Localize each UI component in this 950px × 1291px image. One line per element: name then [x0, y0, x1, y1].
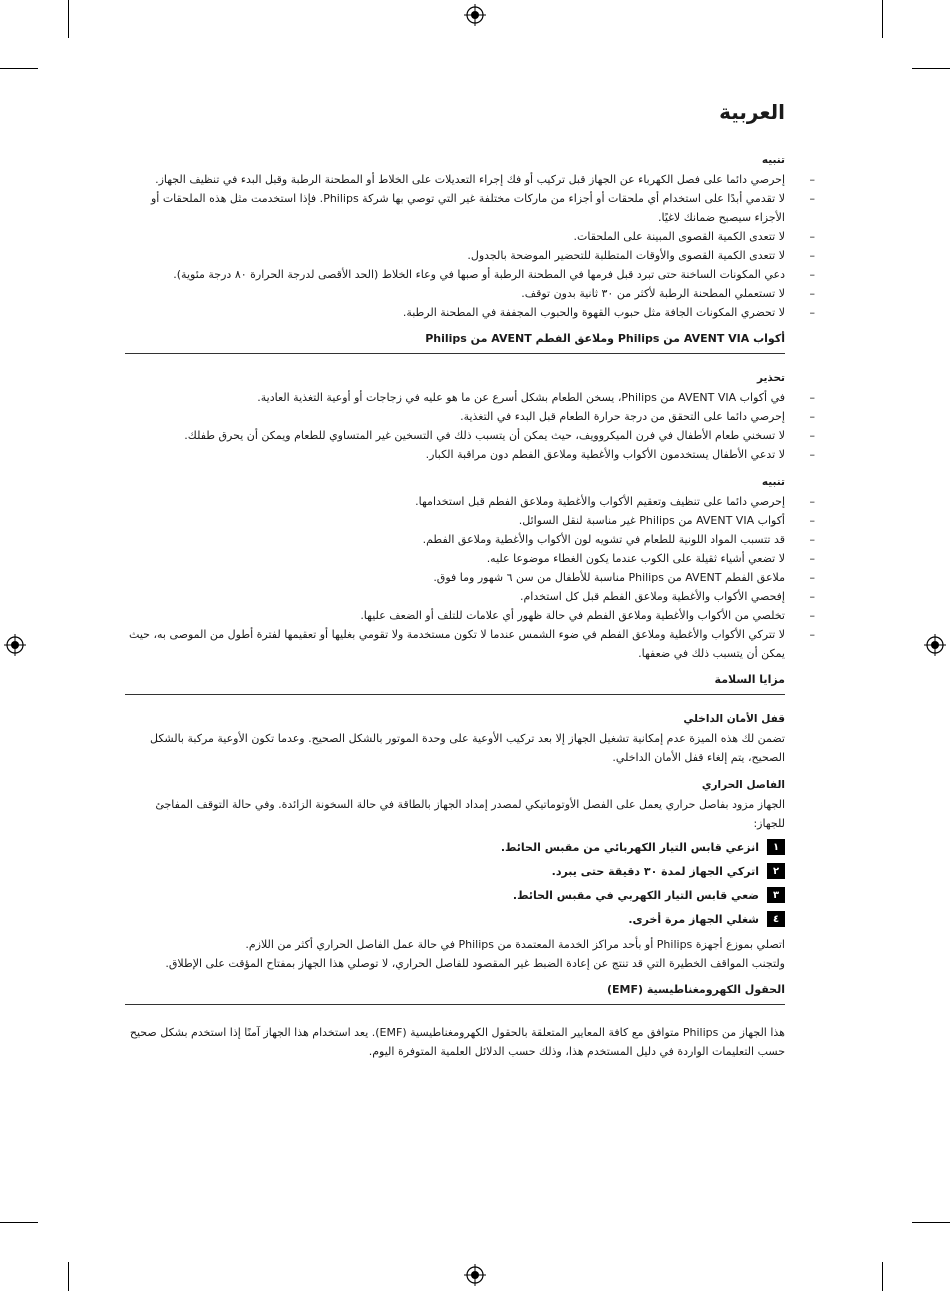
- interlock-heading: قفل الأمان الداخلي: [683, 713, 785, 725]
- caution-list: [125, 170, 785, 322]
- list-item: – لا تحضري المكونات الجافة مثل حبوب القهوة والحبوب المجففة في المطحنة الرطبة.: [125, 303, 785, 322]
- caution-heading: تنبيه: [761, 154, 785, 166]
- list-item: – لا تقدمي أبدًا على استخدام أي ملحقات أو أجزاء من ماركات مختلفة غير التي توصي بها شركة Philips. فإذا استخدمت مثل هذه الملحقات أو الأجزاء سيصبح ضمانك لاغيًا.: [125, 189, 785, 227]
- thermal-text: الجهاز مزود بفاصل حراري يعمل على الفصل الأوتوماتيكي لمصدر إمداد الجهاز بالطاقة في حالة السخونة الزائدة. وفي حالة التوقف المفاجئ للجهاز:: [155, 798, 785, 830]
- step-number: ٤: [767, 911, 785, 927]
- crop-mark: [0, 1222, 38, 1223]
- list-item: – أكواب AVENT VIA من Philips غير مناسبة لنقل السوائل.: [125, 511, 785, 530]
- manual-page-content: [125, 100, 785, 1061]
- registration-mark-icon: [464, 4, 486, 26]
- step-text: شغلي الجهاز مرة أخرى.: [628, 912, 759, 926]
- caution-list: [125, 492, 785, 663]
- list-item: – في أكواب AVENT VIA من Philips، يسخن الطعام بشكل أسرع عن ما هو عليه في زجاجات أو أوعية التغذية العادية.: [125, 388, 785, 407]
- warning-heading: تحذير: [756, 372, 785, 384]
- crop-mark: [68, 1262, 69, 1291]
- warning-list: [125, 388, 785, 464]
- list-item: – لا تتعدى الكمية القصوى المبينة على الملحقات.: [125, 227, 785, 246]
- step-text: انزعي قابس التيار الكهربائي من مقبس الحائط.: [500, 840, 759, 854]
- step-text: ضعي قابس التيار الكهربي في مقبس الحائط.: [512, 888, 759, 902]
- crop-mark: [68, 0, 69, 38]
- caution-heading: تنبيه: [761, 476, 785, 488]
- crop-mark: [0, 68, 38, 69]
- step-4: [125, 911, 785, 927]
- section-heading-cups: أكواب AVENT VIA من Philips وملاعق الفطم AVENT من Philips: [125, 328, 785, 354]
- thermal-after-text: اتصلي بموزع أجهزة Philips أو بأحد مراكز الخدمة المعتمدة من Philips في حالة عمل الفاصل الحراري أكثر من اللازم.: [245, 938, 785, 951]
- thermal-after-text: ولتجنب المواقف الخطيرة التي قد تنتج عن إعادة الضبط غير المقصود للفاصل الحراري، لا توصلي هذا الجهاز بمفتاح المؤقت على الإطلاق.: [165, 957, 785, 970]
- list-item: – ملاعق الفطم AVENT من Philips مناسبة للأطفال من سن ٦ شهور وما فوق.: [125, 568, 785, 587]
- emf-text: هذا الجهاز من Philips متوافق مع كافة المعايير المتعلقة بالحقول الكهرومغناطيسية (EMF). يعد استخدام هذا الجهاز آمنًا إذا استخدم بشكل صحيح حسب التعليمات الواردة في دليل المستخدم هذا، وذلك حسب الدلائل العلمية المتوفرة اليوم.: [129, 1026, 785, 1058]
- list-item: – دعي المكونات الساخنة حتى تبرد قبل فرمها في المطحنة الرطبة أو صبها في وعاء الخلاط (الحد الأقصى لدرجة الحرارة ٨٠ درجة مئوية).: [125, 265, 785, 284]
- list-item: – إحرصي دائما على تنظيف وتعقيم الأكواب والأغطية وملاعق الفطم قبل استخدامها.: [125, 492, 785, 511]
- step-number: ١: [767, 839, 785, 855]
- step-2: [125, 863, 785, 879]
- step-1: [125, 839, 785, 855]
- list-item: – إحرصي دائما على التحقق من درجة حرارة الطعام قبل البدء في التغذية.: [125, 407, 785, 426]
- crop-mark: [882, 0, 883, 38]
- language-title: العربية: [719, 100, 785, 124]
- list-item: – لا تتعدى الكمية القصوى والأوقات المتطلبة للتحضير الموضحة بالجدول.: [125, 246, 785, 265]
- list-item: – تخلصي من الأكواب والأغطية وملاعق الفطم في حالة ظهور أي علامات للتلف أو الضعف عليها.: [125, 606, 785, 625]
- list-item: – لا تستعملي المطحنة الرطبة لأكثر من ٣٠ ثانية بدون توقف.: [125, 284, 785, 303]
- crop-mark: [912, 1222, 950, 1223]
- registration-mark-icon: [4, 634, 26, 656]
- step-number: ٣: [767, 887, 785, 903]
- list-item: – لا تضعي أشياء ثقيلة على الكوب عندما يكون الغطاء موضوعا عليه.: [125, 549, 785, 568]
- crop-mark: [912, 68, 950, 69]
- registration-mark-icon: [464, 1264, 486, 1286]
- crop-mark: [882, 1262, 883, 1291]
- list-item: – قد تتسبب المواد اللونية للطعام في تشويه لون الأكواب والأغطية وملاعق الفطم.: [125, 530, 785, 549]
- thermal-heading: الفاصل الحراري: [701, 779, 785, 791]
- list-item: – إحرصي دائما على فصل الكهرباء عن الجهاز قبل تركيب أو فك إجراء التعديلات على الخلاط أو المطحنة الرطبة وقبل البدء في تنظيف الجهاز.: [125, 170, 785, 189]
- step-number: ٢: [767, 863, 785, 879]
- step-3: [125, 887, 785, 903]
- section-heading-emf: الحقول الكهرومغناطيسية (EMF): [125, 979, 785, 1005]
- list-item: – لا تسخني طعام الأطفال في فرن الميكروويف، حيث يمكن أن يتسبب ذلك في التسخين غير المتساوي للطعام ويمكن أن يحرق طفلك.: [125, 426, 785, 445]
- interlock-text: تضمن لك هذه الميزة عدم إمكانية تشغيل الجهاز إلا بعد تركيب الأوعية على وحدة الموتور بالشكل الصحيح. وعدما تكون الأوعية مركبة بالشكل الصحيح، يتم إلغاء قفل الأمان الداخلي.: [150, 732, 785, 764]
- registration-mark-icon: [924, 634, 946, 656]
- step-text: اتركي الجهاز لمدة ٣٠ دقيقة حتى يبرد.: [551, 864, 759, 878]
- list-item: – لا تدعي الأطفال يستخدمون الأكواب والأغطية وملاعق الفطم دون مراقبة الكبار.: [125, 445, 785, 464]
- list-item: – لا تتركي الأكواب والأغطية وملاعق الفطم في ضوء الشمس عندما لا تكون مستخدمة ولا تقومي بغليها أو تعقيمها لفترة أطول من الموصى به، حيث يمكن أن يتسبب ذلك في ضعفها.: [125, 625, 785, 663]
- section-heading-safety: مزايا السلامة: [125, 669, 785, 695]
- list-item: – إفحصي الأكواب والأغطية وملاعق الفطم قبل كل استخدام.: [125, 587, 785, 606]
